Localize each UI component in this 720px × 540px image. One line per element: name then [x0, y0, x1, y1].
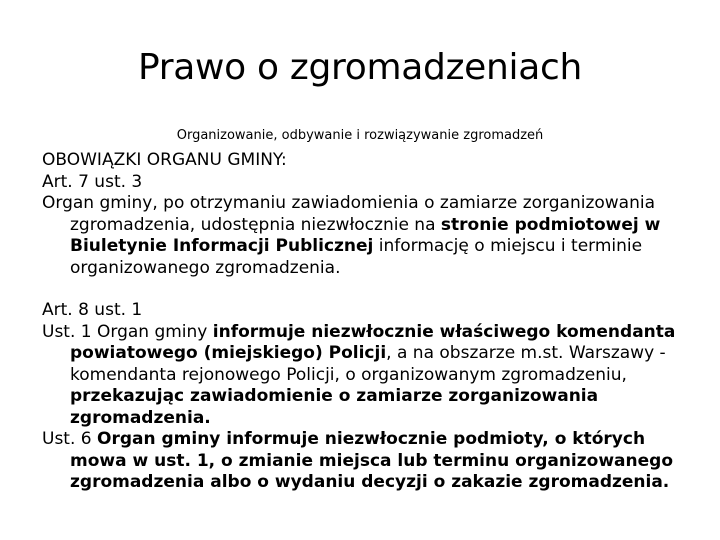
paragraph-text: , a na obszarze m.st. Warszawy - komendanta rejonowego Policji, o organizowanym zgromadzeniu,	[70, 343, 666, 385]
section-heading: OBOWIĄZKI ORGANU GMINY:	[42, 150, 287, 170]
slide-title: Prawo o zgromadzeniach	[137, 47, 582, 88]
article-8-reference: Art. 8 ust. 1	[42, 300, 143, 320]
article-7-paragraph	[42, 193, 682, 279]
paragraph-text: informację o miejscu i terminie organizowanego zgromadzenia.	[70, 236, 643, 278]
paragraph-bold-text: Organ gminy informuje niezwłocznie podmioty, o których mowa w ust. 1, o zmianie miejsca lub terminu organizowanego zgromadzenia albo o wydaniu decyzji o zakazie zgromadzenia.	[70, 429, 673, 492]
article-7-reference: Art. 7 ust. 3	[42, 171, 143, 192]
paragraph-text: Ust. 1 Organ gminy	[42, 321, 213, 342]
spacer	[42, 279, 682, 300]
paragraph-bold-text: stronie podmiotowej w Biuletynie Informacji Publicznej	[70, 214, 661, 256]
paragraph-text: Ust. 6	[42, 429, 97, 449]
article-8-ust-6-paragraph	[42, 429, 682, 494]
paragraph-bold-text: przekazując zawiadomienie o zamiarze zorganizowania zgromadzenia.	[70, 386, 599, 428]
slide-subtitle: Organizowanie, odbywanie i rozwiązywanie zgromadzeń	[176, 128, 544, 143]
paragraph-bold-text: informuje niezwłocznie właściwego komendanta powiatowego (miejskiego) Policji	[70, 321, 676, 363]
article-8-ust-1-paragraph	[42, 322, 682, 430]
paragraph-text: Organ gminy, po otrzymaniu zawiadomienia o zamiarze zorganizowania zgromadzenia, udostępnia niezwłocznie na	[42, 193, 656, 235]
slide-body	[42, 150, 682, 494]
